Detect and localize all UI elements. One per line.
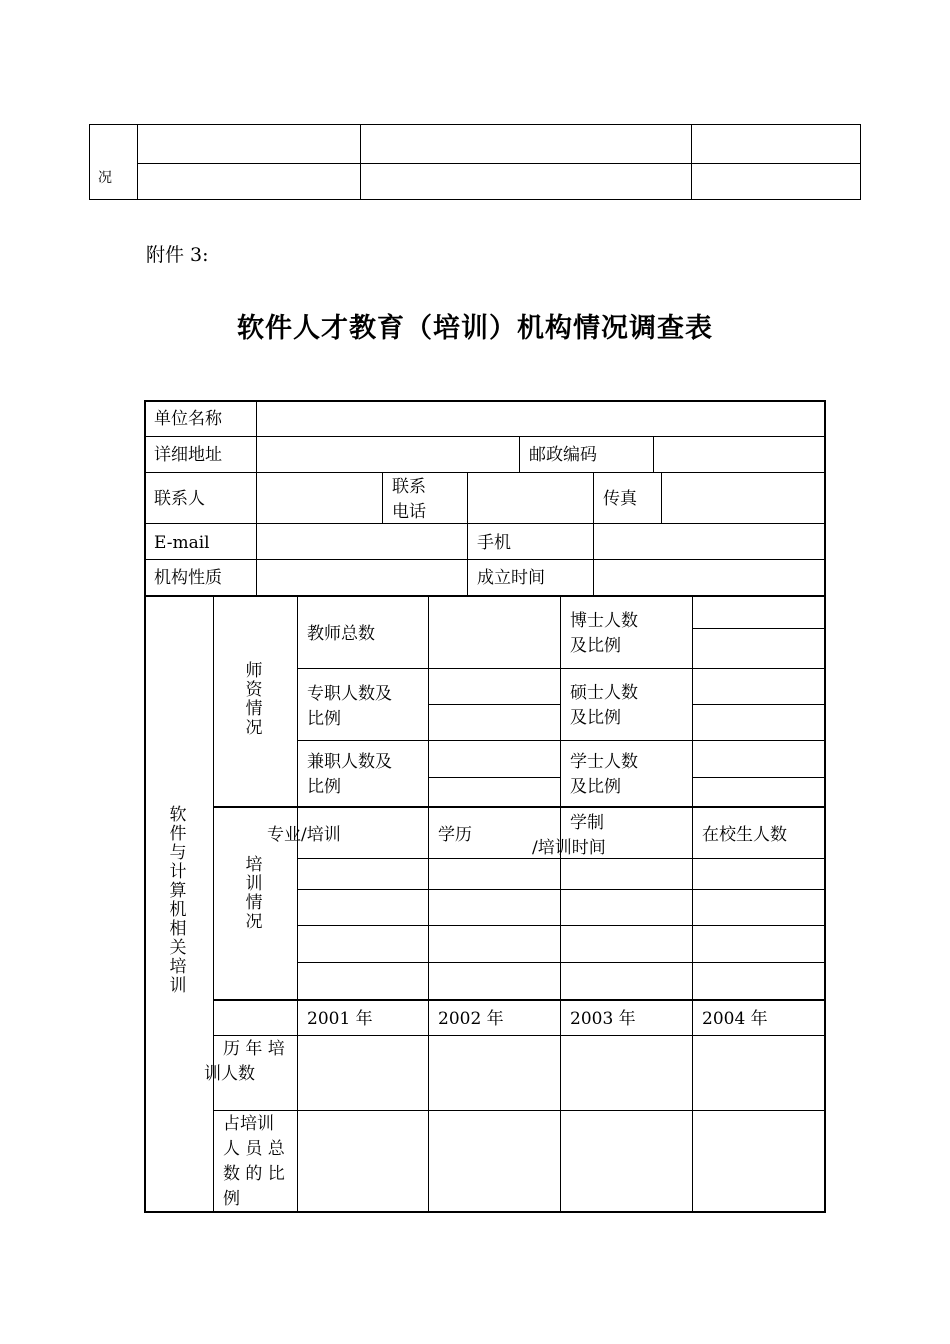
ratio-label-line4: 例 (223, 1189, 240, 1209)
org-type-label: 机构性质 (154, 568, 222, 588)
unit-name-label: 单位名称 (154, 409, 222, 429)
page-title: 软件人才教育（培训）机构情况调查表 (237, 313, 713, 344)
phone-label-line2: 电话 (392, 502, 426, 522)
duration-header-line2: /培训时间 (532, 838, 606, 858)
bachelor-label-line1: 学士人数 (570, 752, 638, 772)
parttime-label-line2: 比例 (307, 777, 341, 797)
ratio-label-line1: 占培训 (223, 1114, 274, 1134)
address-label: 详细地址 (154, 445, 222, 465)
total-teachers-label: 教师总数 (307, 624, 375, 644)
section-label: 软件与计算机相关培训 (169, 805, 187, 996)
year-2002: 2002 年 (438, 1009, 504, 1029)
master-label-line1: 硕士人数 (570, 683, 638, 703)
education-header: 学历 (438, 825, 472, 845)
bachelor-label-line2: 及比例 (570, 777, 621, 797)
fax-label: 传真 (603, 489, 637, 509)
email-label: E-mail (154, 533, 210, 553)
phd-label-line2: 及比例 (570, 636, 621, 656)
contact-label: 联系人 (154, 489, 205, 509)
duration-header-line1: 学制 (570, 813, 604, 833)
ratio-label-line2: 人 员 总 (223, 1139, 285, 1159)
enrolled-header: 在校生人数 (702, 825, 787, 845)
year-2001: 2001 年 (307, 1009, 373, 1029)
yearly-trainees-label-line1: 历 年 培 (223, 1039, 285, 1059)
fulltime-label-line2: 比例 (307, 709, 341, 729)
master-label-line2: 及比例 (570, 708, 621, 728)
training-label: 培训情况 (245, 855, 263, 932)
yearly-trainees-label-line2: 训人数 (204, 1064, 255, 1084)
phone-label-line1: 联系 (392, 477, 426, 497)
training-major-header: 专业/培训 (267, 825, 341, 845)
fulltime-label-line1: 专职人数及 (307, 684, 392, 704)
top-table-row-label: 况 (98, 170, 112, 186)
founded-label: 成立时间 (477, 568, 545, 588)
year-2003: 2003 年 (570, 1009, 636, 1029)
ratio-label-line3: 数 的 比 (223, 1164, 285, 1184)
annex-label: 附件 3: (146, 244, 209, 266)
year-2004: 2004 年 (702, 1009, 768, 1029)
phd-label-line1: 博士人数 (570, 611, 638, 631)
faculty-label: 师资情况 (245, 661, 263, 738)
mobile-label: 手机 (477, 533, 511, 553)
parttime-label-line1: 兼职人数及 (307, 752, 392, 772)
postcode-label: 邮政编码 (529, 445, 597, 465)
